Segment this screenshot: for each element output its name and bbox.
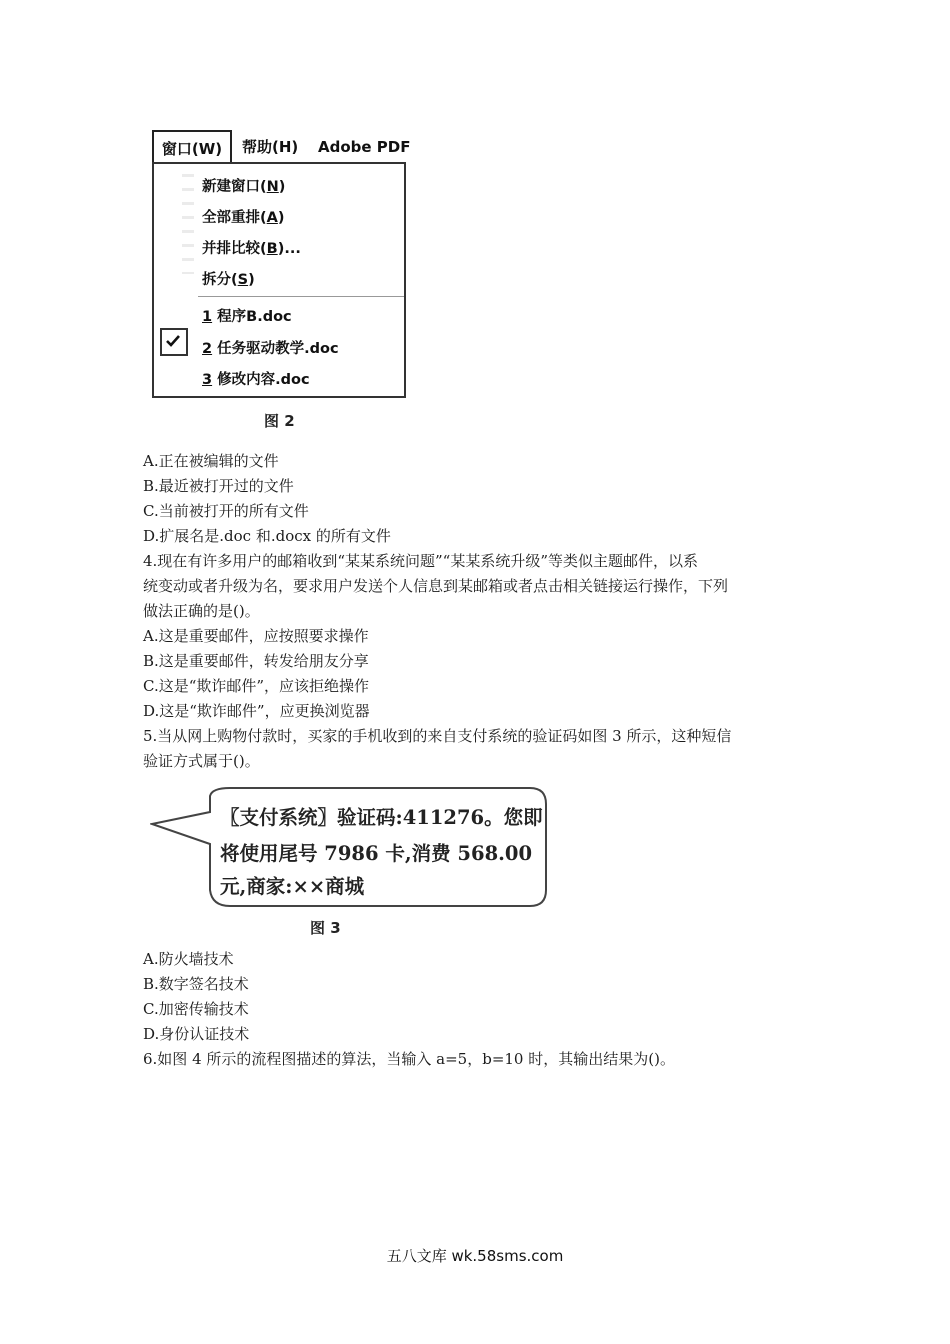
menu-separator — [198, 296, 404, 297]
window-dropdown — [152, 162, 406, 398]
q4-stem-line-1: 4.现在有许多用户的邮箱收到“某某系统问题”“某某系统升级”等类似主题邮件，以系 — [143, 552, 698, 570]
q5-option-c: C.加密传输技术 — [143, 1000, 249, 1018]
menu-item-compare: 并排比较(B)... — [202, 241, 301, 257]
q5-option-b: B.数字签名技术 — [143, 975, 249, 993]
recent-file-2: 2 任务驱动教学.doc — [202, 341, 339, 357]
figure-2-menu-screenshot — [150, 130, 411, 398]
q3-option-c: C.当前被打开的所有文件 — [143, 502, 309, 520]
q3-option-d: D.扩展名是.doc 和.docx 的所有文件 — [143, 527, 391, 545]
menubar — [150, 130, 411, 162]
menu-item-split: 拆分(S) — [202, 272, 255, 288]
recent-file-1: 1 程序B.doc — [202, 309, 292, 325]
figure-3-caption: 图 3 — [310, 919, 341, 937]
q5-stem-line-2: 验证方式属于()。 — [143, 752, 260, 770]
menu-item-new-window: 新建窗口(N) — [202, 179, 286, 195]
sms-line-3: 元,商家:××商城 — [220, 875, 365, 898]
menu-item-arrange-all: 全部重排(A) — [202, 210, 285, 226]
q5-option-d: D.身份认证技术 — [143, 1025, 250, 1043]
figure-2-caption: 图 2 — [264, 412, 295, 430]
sms-line-2: 将使用尾号 7986 卡,消费 568.00 — [220, 842, 533, 865]
q3-option-b: B.最近被打开过的文件 — [143, 477, 294, 495]
q5-stem-line-1: 5.当从网上购物付款时，买家的手机收到的来自支付系统的验证码如图 3 所示，这种短信 — [143, 727, 732, 745]
recent-file-3: 3 修改内容.doc — [202, 372, 310, 388]
q5-option-a: A.防火墙技术 — [143, 950, 234, 968]
menu-help: 帮助(H) — [242, 138, 299, 156]
q6-stem: 6.如图 4 所示的流程图描述的算法，当输入 a=5，b=10 时，其输出结果为()。 — [143, 1050, 675, 1068]
q4-stem-line-2: 统变动或者升级为名，要求用户发送个人信息到某邮箱或者点击相关链接运行操作，下列 — [143, 577, 729, 595]
q3-option-a: A.正在被编辑的文件 — [143, 452, 279, 470]
figure-3-sms-bubble — [150, 786, 550, 910]
footer-watermark: 五八文库 wk.58sms.com — [386, 1247, 564, 1265]
scan-speckle — [182, 174, 194, 274]
q4-option-b: B.这是重要邮件，转发给朋友分享 — [143, 652, 369, 670]
q4-option-c: C.这是“欺诈邮件”，应该拒绝操作 — [143, 677, 370, 695]
q4-option-d: D.这是“欺诈邮件”，应更换浏览器 — [143, 702, 370, 720]
sms-line-1: 〖支付系统〗验证码:411276。您即 — [220, 806, 543, 829]
menu-adobe-pdf: Adobe PDF — [318, 138, 411, 156]
q4-stem-line-3: 做法正确的是()。 — [143, 602, 260, 620]
q4-option-a: A.这是重要邮件，应按照要求操作 — [143, 627, 369, 645]
menu-window: 窗口(W) — [152, 130, 232, 163]
check-icon — [160, 328, 188, 356]
